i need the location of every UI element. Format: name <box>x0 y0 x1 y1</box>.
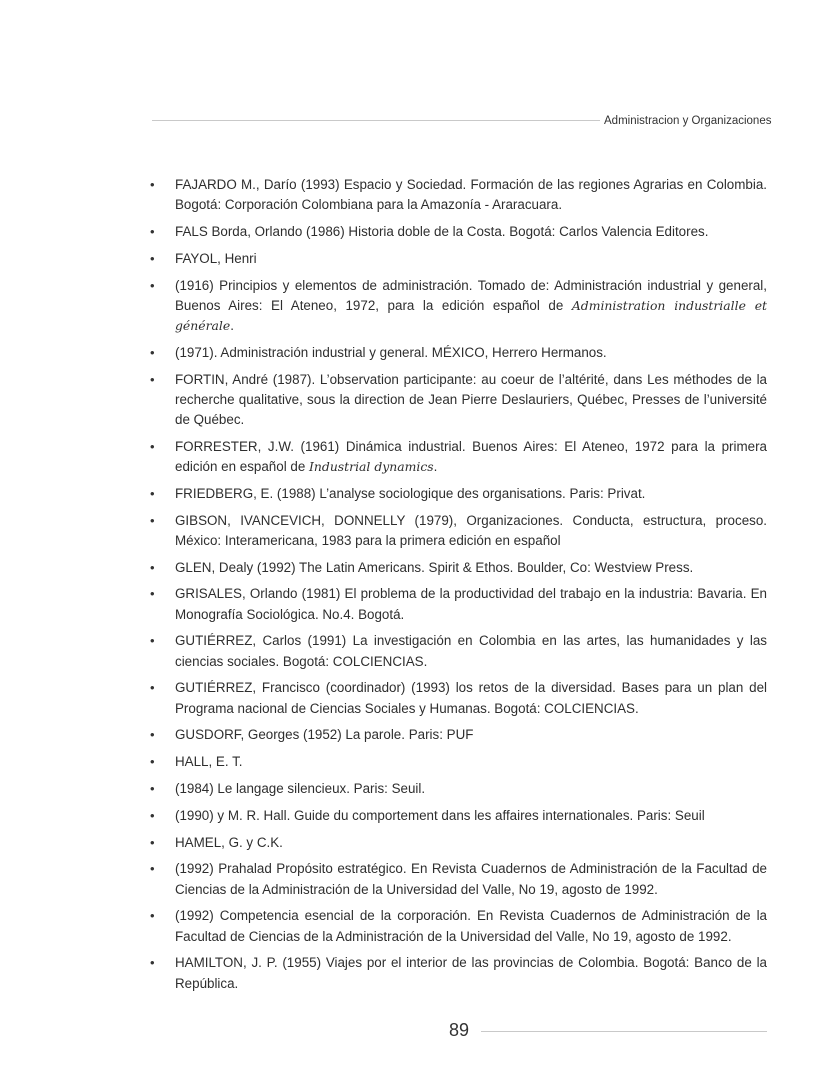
bullet-icon: • <box>150 834 155 850</box>
bibliography-entry <box>150 806 767 826</box>
entry-italic-title: Industrial dynamics <box>309 459 434 474</box>
bullet-icon: • <box>150 908 155 924</box>
bullet-icon: • <box>150 861 155 877</box>
entry-text: FAJARDO M., Darío (1993) Espacio y Sociedad. Formación de las regiones Agrarias en Colombia. Bogotá: Corporación Colombiana para la Amazonía - Araracuara. <box>175 177 767 213</box>
entry-text: (1990) y M. R. Hall. Guide du comportement dans les affaires internationales. Paris: Seuil <box>175 807 705 823</box>
bullet-icon: • <box>150 807 155 823</box>
entry-text: GIBSON, IVANCEVICH, DONNELLY (1979), Organizaciones. Conducta, estructura, proceso. México: Interamericana, 1983 para la primera edición en español <box>175 512 767 548</box>
entry-text: GRISALES, Orlando (1981) El problema de la productividad del trabajo en la industria: Bavaria. En Monografía Sociológica. No.4. Bogotá. <box>175 586 767 622</box>
bullet-icon: • <box>150 177 155 192</box>
entry-text: FRIEDBERG, E. (1988) L’analyse sociologique des organisations. Paris: Privat. <box>175 485 646 501</box>
bullet-icon: • <box>150 559 155 575</box>
entry-text: (1992) Prahalad Propósito estratégico. En Revista Cuadernos de Administración de la Facultad de Ciencias de la Administración de la Universidad del Valle, No 19, agosto de 1992. <box>175 861 767 897</box>
bullet-icon: • <box>150 512 155 528</box>
entry-text: HAMILTON, J. P. (1955) Viajes por el interior de las provincias de Colombia. Bogotá: Banco de la República. <box>175 955 767 991</box>
bibliography-entry <box>150 725 767 745</box>
bibliography-entry <box>150 511 767 551</box>
bibliography-entry <box>150 833 767 853</box>
bullet-icon: • <box>150 224 155 239</box>
entry-text: HALL, E. T. <box>175 754 243 770</box>
entry-text: GUTIÉRREZ, Carlos (1991) La investigación en Colombia en las artes, las humanidades y las ciencias sociales. Bogotá: COLCIENCIAS. <box>175 633 767 669</box>
footer-rule <box>481 1031 767 1032</box>
entry-text: (1984) Le langage silencieux. Paris: Seuil. <box>175 780 426 796</box>
bibliography-entry <box>150 370 767 431</box>
entry-text: FAYOL, Henri <box>175 250 257 266</box>
bibliography-entry <box>150 779 767 799</box>
bibliography-entry <box>150 631 767 671</box>
bullet-icon: • <box>150 277 155 293</box>
entry-text: FALS Borda, Orlando (1986) Historia doble de la Costa. Bogotá: Carlos Valencia Editores. <box>175 224 709 239</box>
entry-text-end: . <box>230 318 234 333</box>
entry-text-end: . <box>433 459 438 474</box>
bullet-icon: • <box>150 754 155 770</box>
bibliography-entry <box>150 343 767 363</box>
bibliography-entry <box>150 175 767 215</box>
running-header-title: Administracion y Organizaciones <box>604 115 772 127</box>
bullet-icon: • <box>150 485 155 501</box>
entry-text: GUSDORF, Georges (1952) La parole. Paris: PUF <box>175 727 474 743</box>
entry-italic-title: Administration industrialle et générale <box>175 297 768 333</box>
bibliography-entry <box>150 584 767 624</box>
bullet-icon: • <box>150 680 155 696</box>
bullet-icon: • <box>150 438 155 454</box>
header-rule <box>152 120 600 121</box>
bibliography-entry <box>150 752 767 772</box>
bibliography-entry <box>150 906 767 946</box>
bullet-icon: • <box>150 250 155 266</box>
bibliography-entry <box>150 276 767 337</box>
bullet-icon: • <box>150 780 155 796</box>
bullet-icon: • <box>150 344 155 360</box>
bibliography-entry <box>150 558 767 578</box>
page-number: 89 <box>449 1020 470 1040</box>
bibliography-entry <box>150 953 767 993</box>
entry-text: (1916) Principios y elementos de administración. Tomado de: Administración industrial y general, Buenos Aires: El Ateneo, 1972, para la edición español de <box>175 277 767 313</box>
bullet-icon: • <box>150 633 155 649</box>
bullet-icon: • <box>150 586 155 602</box>
bullet-icon: • <box>150 955 155 971</box>
entry-text: FORTIN, André (1987). L’observation participante: au coeur de l’altérité, dans Les méthodes de la recherche qualitative, sous la direction de Jean Pierre Deslauriers, Québec, Presses de l’université de Québec. <box>175 371 767 427</box>
bibliography-entry <box>150 859 767 899</box>
bibliography-entry <box>150 484 767 504</box>
entry-text: GUTIÉRREZ, Francisco (coordinador) (1993) los retos de la diversidad. Bases para un plan del Programa nacional de Ciencias Sociales y Humanas. Bogotá: COLCIENCIAS. <box>175 680 767 716</box>
bullet-icon: • <box>150 371 155 387</box>
entry-text: (1971). Administración industrial y general. MÉXICO, Herrero Hermanos. <box>175 344 607 360</box>
entry-text: FORRESTER, J.W. (1961) Dinámica industrial. Buenos Aires: El Ateneo, 1972 para la primera edición en español de <box>175 438 767 474</box>
bullet-icon: • <box>150 727 155 743</box>
bibliography-entry <box>150 678 767 718</box>
bibliography-list <box>150 175 767 1000</box>
bibliography-entry <box>150 437 767 477</box>
entry-text: GLEN, Dealy (1992) The Latin Americans. Spirit & Ethos. Boulder, Co: Westview Press. <box>175 559 694 575</box>
bibliography-entry <box>150 249 767 269</box>
entry-text: HAMEL, G. y C.K. <box>175 834 283 850</box>
bibliography-entry <box>150 222 767 242</box>
entry-text: (1992) Competencia esencial de la corporación. En Revista Cuadernos de Administración de la Facultad de Ciencias de la Administración de la Universidad del Valle, No 19, agosto de 1992. <box>175 908 767 944</box>
